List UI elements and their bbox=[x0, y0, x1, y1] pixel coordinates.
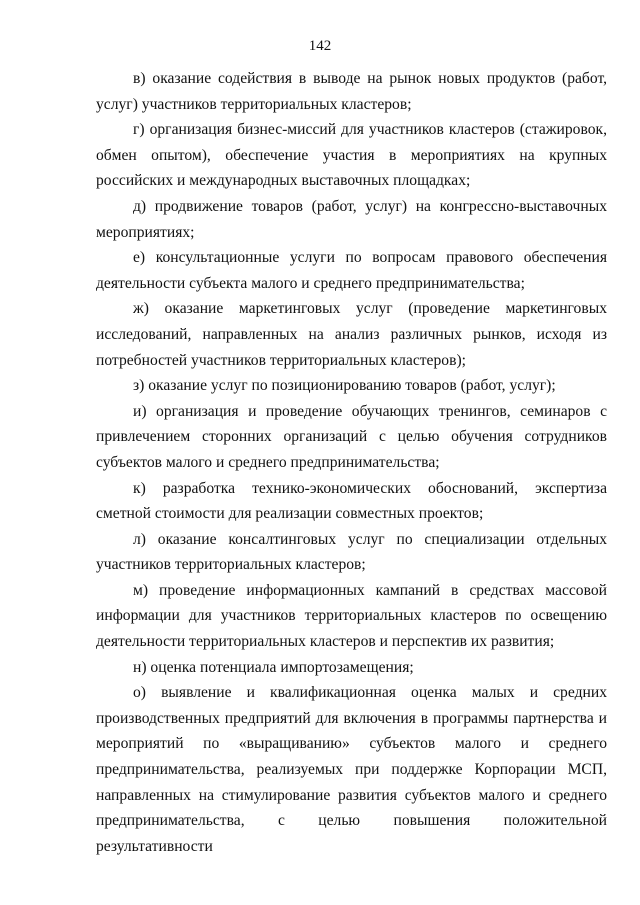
list-item-i: и) организация и проведение обучающих тренингов, семинаров с привлечением сторонних организаций с целью обучения сотрудников субъектов малого и среднего предпринимательства; bbox=[96, 402, 607, 471]
list-item-d: д) продвижение товаров (работ, услуг) на конгрессно-выставочных мероприятиях; bbox=[96, 197, 607, 241]
list-item-o: о) выявление и квалификационная оценка малых и средних производственных предприятий для включения в программы партнерства и мероприятий по «выращиванию» субъектов малого и среднего предпринимательства, реализуемых при поддержке Корпорации МСП, направленных на стимулирование развития субъектов малого и среднего предпринимательства, с целью повышения положительной результативности bbox=[96, 684, 607, 855]
list-item-v: в) оказание содействия в выводе на рынок новых продуктов (работ, услуг) участников территориальных кластеров; bbox=[96, 70, 607, 113]
list-item-g: г) организация бизнес-миссий для участников кластеров (стажировок, обмен опытом), обеспечение участия в мероприятиях на крупных российских и международных выставочных площадках; bbox=[96, 121, 607, 190]
list-item-k: к) разработка технико-экономических обоснований, экспертиза сметной стоимости для реализации совместных проектов; bbox=[96, 479, 607, 523]
list-item-z: з) оказание услуг по позиционированию товаров (работ, услуг); bbox=[133, 377, 556, 395]
list-item-m: м) проведение информационных кампаний в средствах массовой информации для участников территориальных кластеров по освещению деятельности территориальных кластеров и перспектив их развития; bbox=[96, 581, 607, 651]
list-item-l: л) оказание консалтинговых услуг по специализации отдельных участников территориальных кластеров; bbox=[96, 530, 607, 574]
list-item-n: н) оценка потенциала импортозамещения; bbox=[133, 658, 414, 676]
page-number: 142 bbox=[308, 38, 332, 54]
list-item-e: е) консультационные услуги по вопросам правового обеспечения деятельности субъекта малого и среднего предпринимательства; bbox=[96, 249, 607, 292]
list-item-zh: ж) оказание маркетинговых услуг (проведение маркетинговых исследований, направленных на анализ различных рынков, исходя из потребностей участников территориальных кластеров); bbox=[96, 300, 607, 369]
document-body bbox=[96, 66, 607, 859]
